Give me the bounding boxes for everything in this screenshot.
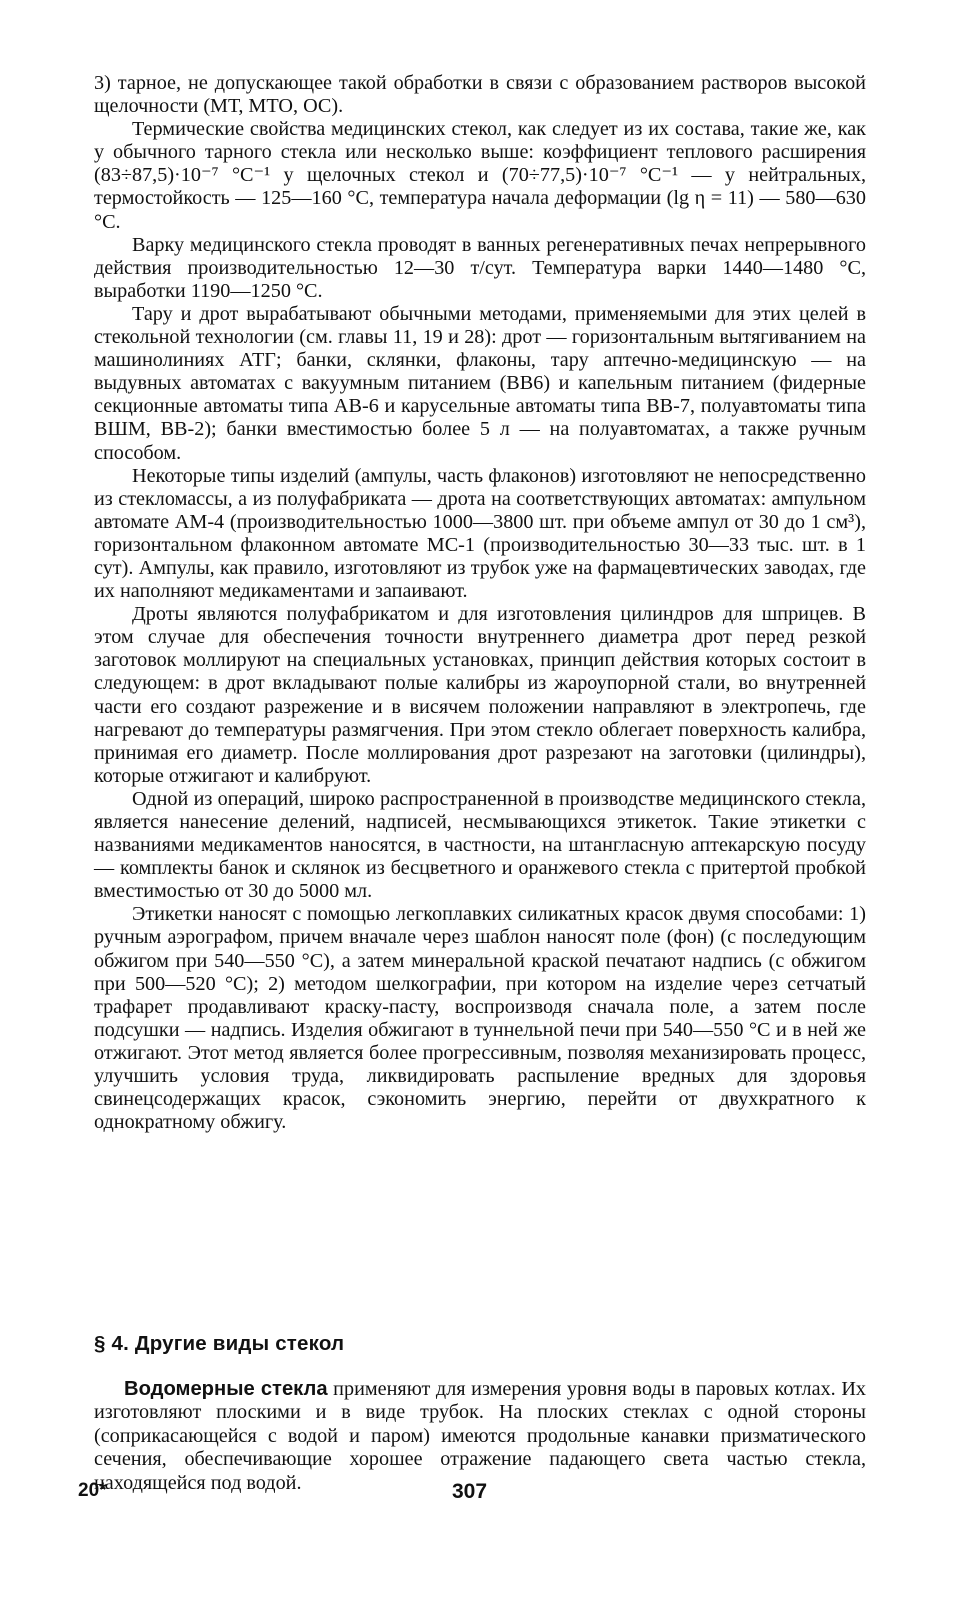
- paragraph-6: Дроты являются полуфабрикатом и для изготовления цилиндров для шприцев. В этом случае для обеспечения точности внутреннего диаметра дрот перед резкой заготовок моллируют на специальных установках, принцип действия которых состоит в следующем: в дрот вкладывают полые калибры из жароупорной стали, во внутренней части его создают разрежение и в висячем положении направляют в электропечь, где нагревают до температуры размягчения. При этом стекло облегает поверхность калибра, принимая его диаметр. После моллирования дрот разрезают на заготовки (цилиндры), которые отжигают и калибруют.: [94, 603, 866, 787]
- paragraph-1: 3) тарное, не допускающее такой обработки в связи с образованием растворов высокой щелочности (МТ, МТО, ОС).: [94, 72, 866, 118]
- printer-signature: 20*: [78, 1480, 107, 1501]
- paragraph-5: Некоторые типы изделий (ампулы, часть флаконов) изготовляют не непосредственно из стекломассы, а из полуфабриката — дрота на соответствующих автоматах: ампульном автомате АМ-4 (производительностью 1000—3800 шт. при объеме ампул от 30 до 1 см³), горизонтальном флаконном автомате МС-1 (производительностью 30—33 тыс. шт. в 1 сут). Ампулы, как правило, изготовляют из трубок уже на фармацевтических заводах, где их наполняют медикаментами и запаивают.: [94, 464, 866, 603]
- section-paragraph: [94, 1378, 866, 1495]
- paragraph-8: Этикетки наносят с помощью легкоплавких силикатных красок двумя способами: 1) ручным аэрографом, причем вначале через шаблон наносят поле (фон) (с последующим обжигом при 540—550 °С), а затем минеральной краской печатают надпись (с обжигом при 500—520 °С); 2) методом шелкографии, при котором на изделие через сетчатый трафарет продавливают краску-пасту, воспроизводя сначала поле, а затем после подсушки — надпись. Изделия обжигают в туннельной печи при 540—550 °С и в ней же отжигают. Этот метод является более прогрессивным, позволяя механизировать процесс, улучшить условия труда, ликвидировать распыление вредных для здоровья свинецсодержащих красок, сэкономить энергию, перейти от двухкратного к однократному обжигу.: [94, 903, 866, 1134]
- paragraph-2: Термические свойства медицинских стекол, как следует из их состава, такие же, как у обычного тарного стекла или несколько выше: коэффициент теплового расширения (83÷87,5)·10⁻⁷ °С⁻¹ у щелочных стекол и (70÷77,5)·10⁻⁷ °С⁻¹ — у нейтральных, термостойкость — 125—160 °С, температура начала деформации (lg η = 11) — 580—630 °С.: [94, 118, 866, 233]
- paragraph-4: Тару и дрот вырабатывают обычными методами, применяемыми для этих целей в стекольной технологии (см. главы 11, 19 и 28): дрот — горизонтальным вытягиванием на машинолиниях АТГ; банки, склянки, флаконы, тару аптечно-медицинскую — на выдувных автоматах с вакуумным питанием (ВВ6) и капельным питанием (фидерные секционные автоматы типа АВ-6 и карусельные автоматы типа ВВ-7, полуавтоматы типа ВШМ, ВВ-2); банки вместимостью более 5 л — на полуавтоматах, а также ручным способом.: [94, 302, 866, 464]
- paragraph-7: Одной из операций, широко распространенной в производстве медицинского стекла, является нанесение делений, надписей, несмывающихся этикеток. Такие этикетки с названиями медикаментов наносятся, в частности, на штангласную аптекарскую посуду — комплекты банок и склянок из бесцветного и оранжевого стекла с притертой пробкой вместимостью от 30 до 5000 мл.: [94, 787, 866, 903]
- lead-term: Водомерные стекла: [124, 1378, 328, 1400]
- lead-text: применяют для измерения уровня воды в паровых котлах. Их изготовляют плоскими и в виде трубок. На плоских стеклах с одной стороны (соприкасающейся с водой и паром) имеются продольные канавки призматического сечения, обеспечивающие хорошее отражение падающего света частью стекла, находящейся под водой.: [94, 1378, 866, 1494]
- page-number: 307: [452, 1480, 488, 1503]
- section-heading: § 4. Другие виды стекол: [94, 1332, 345, 1355]
- section-text: [94, 1378, 866, 1495]
- main-text: [94, 72, 866, 1134]
- paragraph-3: Варку медицинского стекла проводят в ванных регенеративных печах непрерывного действия производительностью 12—30 т/сут. Температура варки 1440—1480 °С, выработки 1190—1250 °С.: [94, 233, 866, 302]
